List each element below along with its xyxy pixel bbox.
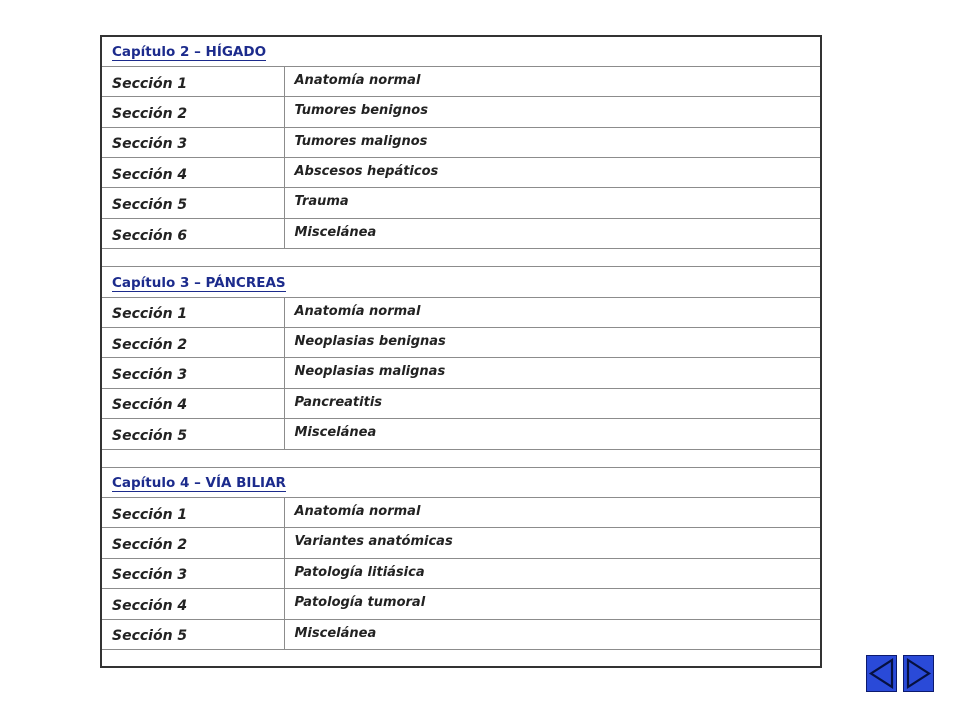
section-row[interactable] <box>101 158 821 188</box>
triangle-right-icon <box>904 656 933 691</box>
section-title[interactable]: Variantes anatómicas <box>284 528 821 558</box>
section-label[interactable]: Sección 1 <box>101 497 284 527</box>
section-label[interactable]: Sección 2 <box>101 328 284 358</box>
section-row[interactable] <box>101 188 821 218</box>
section-title[interactable]: Neoplasias malignas <box>284 358 821 388</box>
section-label[interactable]: Sección 5 <box>101 419 284 449</box>
section-row[interactable] <box>101 66 821 96</box>
section-row[interactable] <box>101 127 821 157</box>
section-title[interactable]: Trauma <box>284 188 821 218</box>
section-row[interactable] <box>101 619 821 649</box>
section-title[interactable]: Tumores benignos <box>284 97 821 127</box>
section-label[interactable]: Sección 4 <box>101 589 284 619</box>
section-title[interactable]: Pancreatitis <box>284 388 821 418</box>
section-label[interactable]: Sección 1 <box>101 66 284 96</box>
section-row[interactable] <box>101 297 821 327</box>
section-title[interactable]: Miscelánea <box>284 218 821 248</box>
section-title[interactable]: Anatomía normal <box>284 497 821 527</box>
section-row[interactable] <box>101 419 821 449</box>
spacer-row <box>101 649 821 667</box>
section-title[interactable]: Patología litiásica <box>284 558 821 588</box>
previous-button[interactable] <box>866 655 897 692</box>
section-row[interactable] <box>101 497 821 527</box>
section-label[interactable]: Sección 2 <box>101 528 284 558</box>
section-row[interactable] <box>101 358 821 388</box>
chapter-title: Capítulo 2 – HÍGADO <box>112 44 267 61</box>
chapter-title: Capítulo 3 – PÁNCREAS <box>112 274 286 291</box>
section-label[interactable]: Sección 1 <box>101 297 284 327</box>
section-title[interactable]: Abscesos hepáticos <box>284 158 821 188</box>
section-row[interactable] <box>101 97 821 127</box>
section-title[interactable]: Miscelánea <box>284 619 821 649</box>
section-title[interactable]: Neoplasias benignas <box>284 328 821 358</box>
triangle-left-icon <box>867 656 896 691</box>
table-of-contents <box>100 35 822 668</box>
section-row[interactable] <box>101 388 821 418</box>
section-label[interactable]: Sección 4 <box>101 158 284 188</box>
chapter-header-2 <box>101 36 821 66</box>
section-title[interactable]: Patología tumoral <box>284 589 821 619</box>
section-title[interactable]: Anatomía normal <box>284 297 821 327</box>
section-title[interactable]: Tumores malignos <box>284 127 821 157</box>
section-row[interactable] <box>101 218 821 248</box>
spacer-row <box>101 249 821 267</box>
section-label[interactable]: Sección 4 <box>101 388 284 418</box>
section-title[interactable]: Miscelánea <box>284 419 821 449</box>
section-label[interactable]: Sección 5 <box>101 188 284 218</box>
chapter-title: Capítulo 4 – VÍA BILIAR <box>112 475 286 492</box>
section-row[interactable] <box>101 328 821 358</box>
section-label[interactable]: Sección 3 <box>101 358 284 388</box>
section-row[interactable] <box>101 558 821 588</box>
spacer-row <box>101 449 821 467</box>
next-button[interactable] <box>903 655 934 692</box>
section-label[interactable]: Sección 5 <box>101 619 284 649</box>
section-label[interactable]: Sección 3 <box>101 127 284 157</box>
section-label[interactable]: Sección 2 <box>101 97 284 127</box>
section-title[interactable]: Anatomía normal <box>284 66 821 96</box>
section-row[interactable] <box>101 528 821 558</box>
section-row[interactable] <box>101 589 821 619</box>
chapter-header-4 <box>101 467 821 497</box>
section-label[interactable]: Sección 6 <box>101 218 284 248</box>
section-label[interactable]: Sección 3 <box>101 558 284 588</box>
chapter-header-3 <box>101 267 821 297</box>
